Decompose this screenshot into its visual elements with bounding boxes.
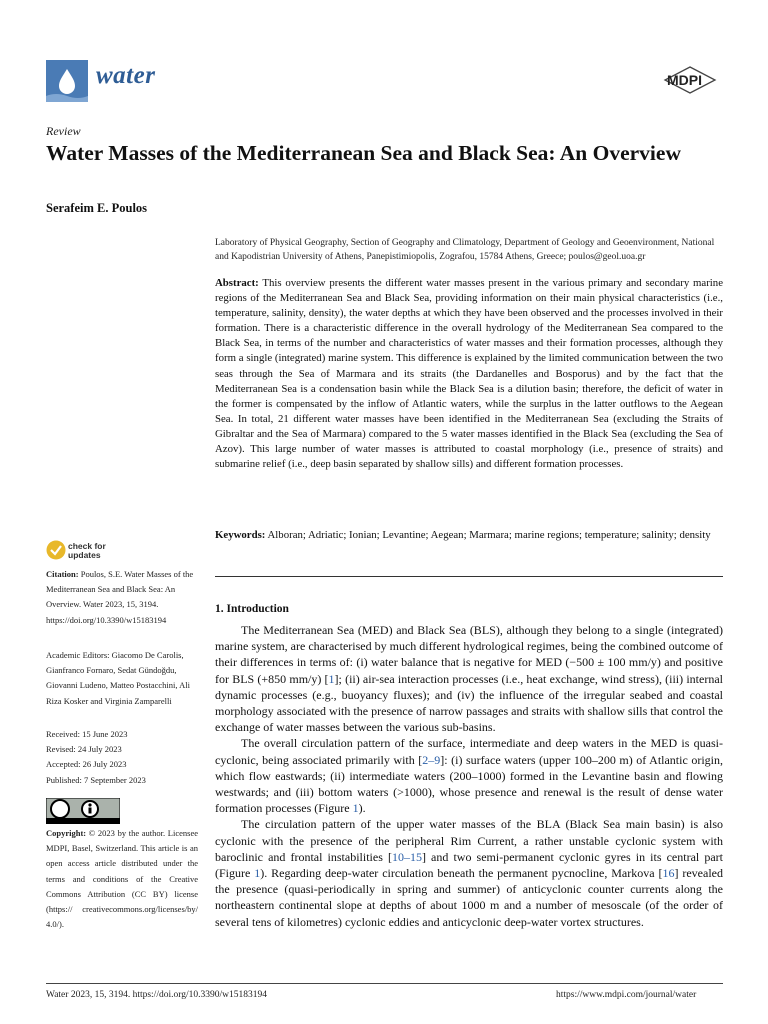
section-heading: 1. Introduction	[215, 603, 289, 615]
paragraph-text: The overall circulation pattern of the surface, intermediate and deep waters in the MED is quasi-cyclonic, being associated primarily with [	[215, 736, 723, 767]
dates-block	[46, 727, 198, 788]
cc-by-license-icon[interactable]	[46, 798, 120, 824]
keywords-text: Alboran; Adriatic; Ionian; Levantine; Aegean; Marmara; marine regions; temperature; salinity; density	[267, 529, 711, 541]
paragraph-text: ]: (i) surface waters (upper 100–200 m) of Atlantic origin, which flow eastwards; (ii) intermediate waters (200–1000) formed in the Levantine basin and flowing westwards; and (iii) bottom waters (>1000), whose presence and renewal is the result of dense water formation processes (Figure	[215, 752, 723, 816]
journal-name: water	[96, 62, 156, 89]
citation-label: Citation:	[46, 569, 79, 579]
abstract-text: This overview presents the different water masses present in the various primary and secondary marine regions of the Mediterranean Sea and Black Sea, providing information on their main physical characteristics (i.e., temperature, salinity, density), the water depths at which they have been observed and the processes involved in their formation. There is a characteristic difference in the overall hydrology of the Mediterranean Sea compared to the Black Sea, in terms of the number and characteristics of water masses and their formation processes, although they form a single (integrated) marine system. This difference is explained by the limited communication between the two seas through the Sea of Marmara and its straits (the Dardanelles and Bosporus) and by the fact that the Mediterranean Sea is a condensation basin while the Black Sea is a dilution basin; therefore, the deficit of water in the former is compensated by the inflow of Atlantic waters, while the surplus in the latter outflows to the Aegean Sea. In total, 21 different water masses have been identified in the Mediterranean Sea (excluding the Straits of Gibraltar and the Sea of Marmara) compared to the 5 water masses identified in the Black Sea (excluding the Sea of Azov). This large number of water masses is attributed to coastal morphology (i.e., presence of straits) and submarine relief (i.e., deep basin separated by shallow sills) and different formation processes.	[215, 277, 723, 471]
copyright	[46, 826, 198, 932]
paragraph-text: ).	[358, 801, 366, 816]
paragraph-text: ]; (ii) air-sea interaction processes (i.e., heat exchange, wind stress), (iii) internal dynamic processes (e.g., buoyancy fluxes); and (iv) the influence of the irregular seabed and coastal morphology associated with the presence of narrow passages and straits with shallow sills that control the exchange of water masses between the various sub-basins.	[215, 671, 723, 735]
article-type: Review	[46, 124, 81, 138]
academic-editors: Academic Editors: Giacomo De Carolis, Gianfranco Fornaro, Sedat Gündoğdu, Giovanni Ludeno, Matteo Postacchini, Ali Riza Kosker and Virginia Zamparelli	[46, 650, 191, 706]
paragraph-text: ). Regarding deep-water circulation beneath the permanent pycnocline, Markova [	[260, 866, 663, 881]
article-title: Water Masses of the Mediterranean Sea and Black Sea: An Overview	[46, 141, 681, 165]
accepted-date: Accepted: 26 July 2023	[46, 759, 127, 770]
paragraph-text: The circulation pattern of the upper water masses of the BLA (Black Sea main basin) is also cyclonic with the presence of the peripheral Rim Current, a rather unstable cyclonic system with baroclinic and frontal instabilities [	[215, 817, 723, 864]
check-for-updates-label[interactable]: check for updates	[68, 541, 106, 560]
keywords-label: Keywords:	[215, 529, 266, 541]
paragraph	[215, 735, 723, 816]
author-list: Serafeim E. Poulos	[46, 201, 148, 215]
paragraph-text: The Mediterranean Sea (MED) and Black Sea (BLS), although they belong to a single (integrated) marine system, are characterised by much different hydrological regimes, being the combined outcome of their differences in terms of: (i) water balance that is negative for MED (−500 ± 100 mm/y) and positive for BLS (+850 mm/y) [	[215, 623, 723, 686]
footer-divider	[46, 983, 723, 984]
publisher-name: MDPI	[667, 72, 702, 88]
citation	[46, 567, 198, 628]
citation-link[interactable]: 1	[328, 671, 335, 686]
footer-journal-link[interactable]: https://www.mdpi.com/journal/water	[556, 990, 697, 1000]
abstract-divider	[215, 576, 723, 577]
journal-logo-icon	[46, 60, 88, 102]
copyright-label: Copyright:	[46, 828, 87, 838]
affiliation: Laboratory of Physical Geography, Section of Geography and Climatology, Department of Geology and Geoenvironment, National and Kapodistrian University of Athens, Panepistimiopolis, Zografou, 15784 Athens, Greece; poulos@geol.uoa.gr	[215, 238, 715, 262]
citation-link[interactable]: 2–9	[422, 752, 441, 767]
figure-link[interactable]: 1	[254, 866, 261, 881]
check-for-updates-icon[interactable]	[46, 540, 66, 565]
abstract	[215, 276, 723, 472]
citation-link[interactable]: 16	[662, 866, 675, 881]
copyright-text: © 2023 by the author. Licensee MDPI, Basel, Switzerland. This article is an open access article distributed under the terms and conditions of the Creative Commons Attribution (CC BY) license (https:// creativecommons.org/licenses/by/ 4.0/).	[46, 828, 198, 930]
body-text	[215, 622, 723, 930]
citation-text: Poulos, S.E. Water Masses of the Mediterranean Sea and Black Sea: An Overview. Water 2023, 15, 3194. https://doi.org/10.3390/w15183194	[46, 569, 194, 625]
paragraph-text: ] revealed the presence (quasi-periodically in spring and summer) of anticyclonic counter currents along the northeastern continental slope at depths of about 1000 m and a number of mesoscale (of the order of several tens of kilometres) cyclonic eddies and anticyclonic deep-water vortex structures.	[215, 866, 723, 929]
revised-date: Revised: 24 July 2023	[46, 744, 122, 755]
paragraph	[215, 622, 723, 735]
received-date: Received: 15 June 2023	[46, 729, 128, 739]
paragraph-text: ] and two semi-permanent cyclonic gyres in its central part (Figure	[215, 849, 723, 881]
figure-link[interactable]: 1	[352, 801, 359, 816]
paragraph	[215, 816, 723, 929]
published-date: Published: 7 September 2023	[46, 774, 146, 785]
keywords	[215, 528, 723, 543]
citation-link[interactable]: 10–15	[391, 849, 422, 864]
footer-citation: Water 2023, 15, 3194. https://doi.org/10.3390/w15183194	[46, 990, 267, 1000]
abstract-label: Abstract:	[215, 277, 259, 289]
